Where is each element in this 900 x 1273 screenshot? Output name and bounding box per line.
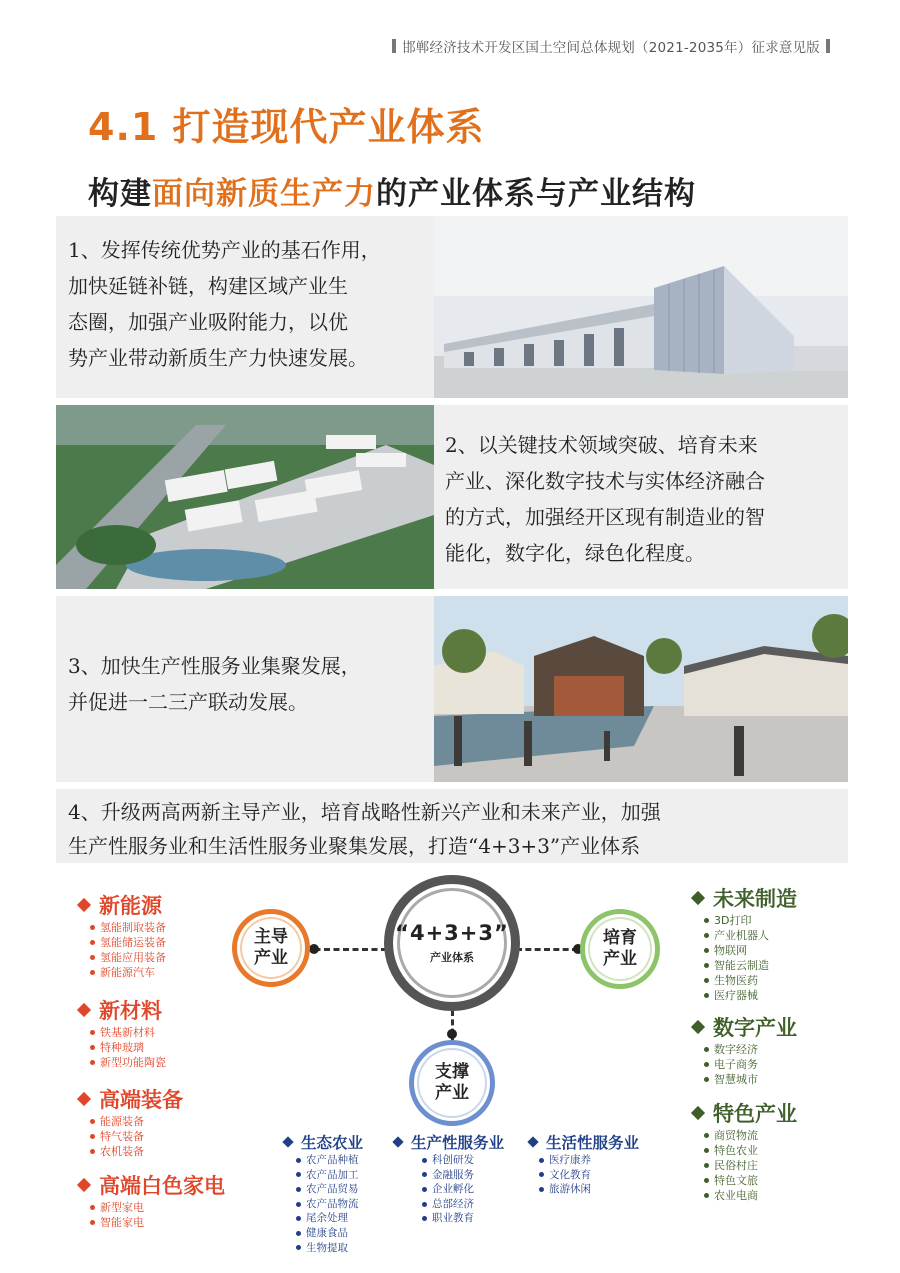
bullet-icon — [90, 1045, 95, 1050]
list-item-text: 氢能储运装备 — [100, 936, 166, 949]
list-item-text: 农产品加工 — [306, 1168, 359, 1181]
bullet-icon — [704, 1077, 709, 1082]
list-item-text: 智慧城市 — [714, 1073, 758, 1086]
item-3-text — [68, 648, 361, 720]
category-title: 新材料 — [99, 999, 162, 1023]
connector-node-bottom — [447, 1029, 457, 1039]
list-item — [90, 950, 166, 965]
list-item-text: 3D打印 — [714, 914, 752, 927]
list-item — [539, 1153, 639, 1168]
list-item — [90, 1144, 183, 1159]
list-item-text: 健康食品 — [306, 1226, 348, 1239]
list-item-text: 企业孵化 — [432, 1183, 474, 1196]
category-title: 未来制造 — [713, 887, 797, 911]
bullet-icon — [539, 1172, 544, 1177]
category-consumer-services — [527, 1131, 639, 1197]
bullet-icon — [704, 1148, 709, 1153]
list-item — [90, 1129, 183, 1144]
center-subtitle: 产业体系 — [430, 951, 474, 964]
diamond-icon — [392, 1136, 403, 1147]
category-title: 高端白色家电 — [99, 1174, 225, 1198]
subtitle-highlight: 面向新质生产力 — [152, 176, 376, 212]
leading-label-line: 主导 — [254, 927, 288, 947]
list-item — [704, 1143, 797, 1158]
bullet-icon — [539, 1187, 544, 1192]
list-item-text: 金融服务 — [432, 1168, 474, 1181]
category-new-energy — [76, 890, 166, 980]
list-item-text: 农产品贸易 — [306, 1183, 359, 1196]
list-item — [90, 965, 166, 980]
list-item — [296, 1226, 363, 1241]
bullet-icon — [296, 1245, 301, 1250]
list-item-text: 氢能应用装备 — [100, 951, 166, 964]
list-item-text: 能源装备 — [100, 1115, 144, 1128]
list-item-text: 职业教育 — [432, 1212, 474, 1225]
item-1-line: 态圈，加强产业吸附能力，以优 — [68, 310, 348, 334]
bullet-icon — [296, 1231, 301, 1236]
list-item-text: 农业电商 — [714, 1189, 758, 1202]
category-digital-industry — [690, 1012, 797, 1087]
cultivated-label-line: 产业 — [603, 949, 637, 969]
cultivated-label-line: 培育 — [603, 928, 637, 948]
list-item-text: 氢能制取装备 — [100, 921, 166, 934]
list-item-text: 农机装备 — [100, 1145, 144, 1158]
list-item — [422, 1182, 504, 1197]
category-high-end-equipment — [76, 1084, 183, 1159]
diamond-icon — [77, 1178, 91, 1192]
item-3-line: 并促进一二三产联动发展。 — [68, 690, 308, 714]
list-item-text: 医疗器械 — [714, 989, 758, 1002]
bullet-icon — [90, 940, 95, 945]
town-square-photo — [434, 596, 848, 782]
category-producer-services — [392, 1131, 504, 1226]
connector-right — [516, 948, 578, 951]
list-item — [90, 920, 166, 935]
center-title: “4+3+3” — [395, 921, 509, 945]
category-new-materials — [76, 995, 166, 1070]
list-item — [90, 935, 166, 950]
item-2-text — [445, 427, 765, 571]
list-item-text: 特气装备 — [100, 1130, 144, 1143]
item-4-line: 生产性服务业和生活性服务业聚集发展，打造“4+3+3”产业体系 — [68, 834, 641, 858]
list-item-text: 新型功能陶瓷 — [100, 1056, 166, 1069]
bullet-icon — [704, 1178, 709, 1183]
subtitle — [88, 168, 696, 213]
item-2-line: 2、以关键技术领域突破、培育未来 — [445, 433, 758, 457]
bullet-icon — [90, 925, 95, 930]
leading-label-line: 产业 — [254, 948, 288, 968]
item-3-line: 3、加快生产性服务业集聚发展， — [68, 654, 361, 678]
header-bar-left — [392, 39, 396, 53]
list-item — [296, 1182, 363, 1197]
item-4-text — [68, 795, 661, 863]
list-item-text: 农产品物流 — [306, 1197, 359, 1210]
category-title: 生活性服务业 — [546, 1134, 640, 1152]
list-item-text: 特色文旅 — [714, 1174, 758, 1187]
bullet-icon — [539, 1158, 544, 1163]
connector-node-left — [309, 944, 319, 954]
list-item — [296, 1241, 363, 1256]
category-title: 高端装备 — [99, 1088, 183, 1112]
bullet-icon — [296, 1216, 301, 1221]
list-item — [704, 1128, 797, 1143]
list-item — [422, 1153, 504, 1168]
list-item-text: 医疗康养 — [549, 1154, 591, 1166]
list-item-text: 新能源汽车 — [100, 966, 155, 979]
category-eco-agriculture — [282, 1131, 363, 1255]
bullet-icon — [90, 1119, 95, 1124]
list-item-text: 特种玻璃 — [100, 1041, 144, 1054]
list-item — [90, 1200, 225, 1215]
diamond-icon — [691, 1020, 705, 1034]
item-2-line: 能化，数字化，绿色化程度。 — [445, 541, 705, 565]
list-item-text: 铁基新材料 — [100, 1026, 155, 1039]
document-header — [392, 36, 830, 56]
item-1-text — [68, 232, 381, 376]
category-white-appliances — [76, 1170, 225, 1230]
diamond-icon — [691, 1106, 705, 1120]
subtitle-pre: 构建 — [88, 176, 152, 212]
category-title: 新能源 — [99, 894, 162, 918]
list-item-text: 旅游休闲 — [549, 1183, 591, 1196]
list-item-text: 生物提取 — [306, 1241, 348, 1254]
bullet-icon — [90, 1220, 95, 1225]
list-item — [704, 943, 797, 958]
bullet-icon — [704, 1062, 709, 1067]
list-item — [704, 958, 797, 973]
bullet-icon — [90, 1134, 95, 1139]
item-1-line: 势产业带动新质生产力快速发展。 — [68, 346, 368, 370]
list-item-text: 数字经济 — [714, 1043, 758, 1056]
category-title: 生产性服务业 — [411, 1134, 505, 1152]
list-item — [422, 1168, 504, 1183]
leading-industry-circle — [232, 909, 310, 987]
list-item — [539, 1182, 639, 1197]
supporting-label-line: 支撑 — [435, 1062, 469, 1082]
bullet-icon — [422, 1172, 427, 1177]
item-1-line: 1、发挥传统优势产业的基石作用， — [68, 238, 381, 262]
list-item-text: 智能家电 — [100, 1216, 144, 1229]
list-item-text: 生物医药 — [714, 974, 758, 987]
bullet-icon — [90, 970, 95, 975]
bullet-icon — [422, 1187, 427, 1192]
list-item-text: 总部经济 — [432, 1197, 474, 1210]
list-item — [704, 1072, 797, 1087]
section-title: 4.1 打造现代产业体系 — [88, 105, 485, 149]
list-item-text: 电子商务 — [714, 1058, 758, 1071]
cultivated-industry-circle — [580, 909, 660, 989]
industrial-park-aerial-photo — [56, 405, 434, 589]
bullet-icon — [296, 1158, 301, 1163]
diamond-icon — [77, 898, 91, 912]
bullet-icon — [704, 963, 709, 968]
bullet-icon — [704, 918, 709, 923]
subtitle-post: 的产业体系与产业结构 — [376, 176, 696, 212]
diamond-icon — [527, 1136, 538, 1147]
bullet-icon — [90, 1060, 95, 1065]
bullet-icon — [704, 1163, 709, 1168]
bullet-icon — [704, 978, 709, 983]
bullet-icon — [704, 1193, 709, 1198]
bullet-icon — [704, 1047, 709, 1052]
list-item — [704, 988, 797, 1003]
bullet-icon — [90, 955, 95, 960]
bullet-icon — [422, 1216, 427, 1221]
bullet-icon — [704, 1133, 709, 1138]
category-title: 特色产业 — [713, 1102, 797, 1126]
list-item — [704, 1042, 797, 1057]
list-item — [704, 928, 797, 943]
center-circle — [384, 875, 520, 1011]
list-item-text: 民俗村庄 — [714, 1159, 758, 1172]
list-item — [296, 1153, 363, 1168]
bullet-icon — [422, 1158, 427, 1163]
list-item — [296, 1168, 363, 1183]
item-2-line: 的方式，加强经开区现有制造业的智 — [445, 505, 765, 529]
bullet-icon — [704, 948, 709, 953]
list-item — [704, 1188, 797, 1203]
list-item — [704, 1173, 797, 1188]
list-item-text: 文化教育 — [549, 1168, 591, 1181]
supporting-label-line: 产业 — [435, 1083, 469, 1103]
item-2-line: 产业、深化数字技术与实体经济融合 — [445, 469, 765, 493]
list-item — [422, 1197, 504, 1212]
list-item — [90, 1040, 166, 1055]
diamond-icon — [282, 1136, 293, 1147]
list-item-text: 物联网 — [714, 944, 747, 957]
list-item — [539, 1168, 639, 1183]
list-item-text: 智能云制造 — [714, 959, 769, 972]
list-item — [704, 973, 797, 988]
bullet-icon — [90, 1149, 95, 1154]
bullet-icon — [422, 1202, 427, 1207]
bullet-icon — [296, 1172, 301, 1177]
bullet-icon — [296, 1187, 301, 1192]
item-4-line: 4、升级两高两新主导产业，培育战略性新兴产业和未来产业，加强 — [68, 800, 661, 824]
factory-photo — [434, 216, 848, 398]
supporting-industry-circle — [409, 1040, 495, 1126]
category-future-manufacturing — [690, 883, 797, 1003]
item-1-line: 加快延链补链，构建区域产业生 — [68, 274, 348, 298]
header-text: 邯郸经济技术开发区国土空间总体规划（2021-2035年）征求意见版 — [402, 40, 820, 56]
list-item — [704, 913, 797, 928]
list-item-text: 尾余处理 — [306, 1212, 348, 1225]
list-item — [704, 1057, 797, 1072]
list-item — [704, 1158, 797, 1173]
list-item — [296, 1197, 363, 1212]
list-item-text: 商贸物流 — [714, 1129, 758, 1142]
header-bar-right — [826, 39, 830, 53]
list-item — [90, 1055, 166, 1070]
list-item-text: 新型家电 — [100, 1201, 144, 1214]
diamond-icon — [77, 1003, 91, 1017]
list-item-text: 产业机器人 — [714, 929, 769, 942]
list-item — [90, 1215, 225, 1230]
diamond-icon — [691, 891, 705, 905]
list-item — [422, 1211, 504, 1226]
bullet-icon — [90, 1205, 95, 1210]
list-item-text: 科创研发 — [432, 1154, 474, 1166]
category-title: 生态农业 — [301, 1134, 364, 1152]
bullet-icon — [704, 933, 709, 938]
list-item-text: 农产品种植 — [306, 1154, 359, 1166]
list-item — [90, 1025, 166, 1040]
diamond-icon — [77, 1092, 91, 1106]
bullet-icon — [296, 1202, 301, 1207]
list-item-text: 特色农业 — [714, 1144, 758, 1157]
list-item — [296, 1211, 363, 1226]
bullet-icon — [90, 1030, 95, 1035]
list-item — [90, 1114, 183, 1129]
category-featured-industry — [690, 1098, 797, 1203]
bullet-icon — [704, 993, 709, 998]
category-title: 数字产业 — [713, 1016, 797, 1040]
